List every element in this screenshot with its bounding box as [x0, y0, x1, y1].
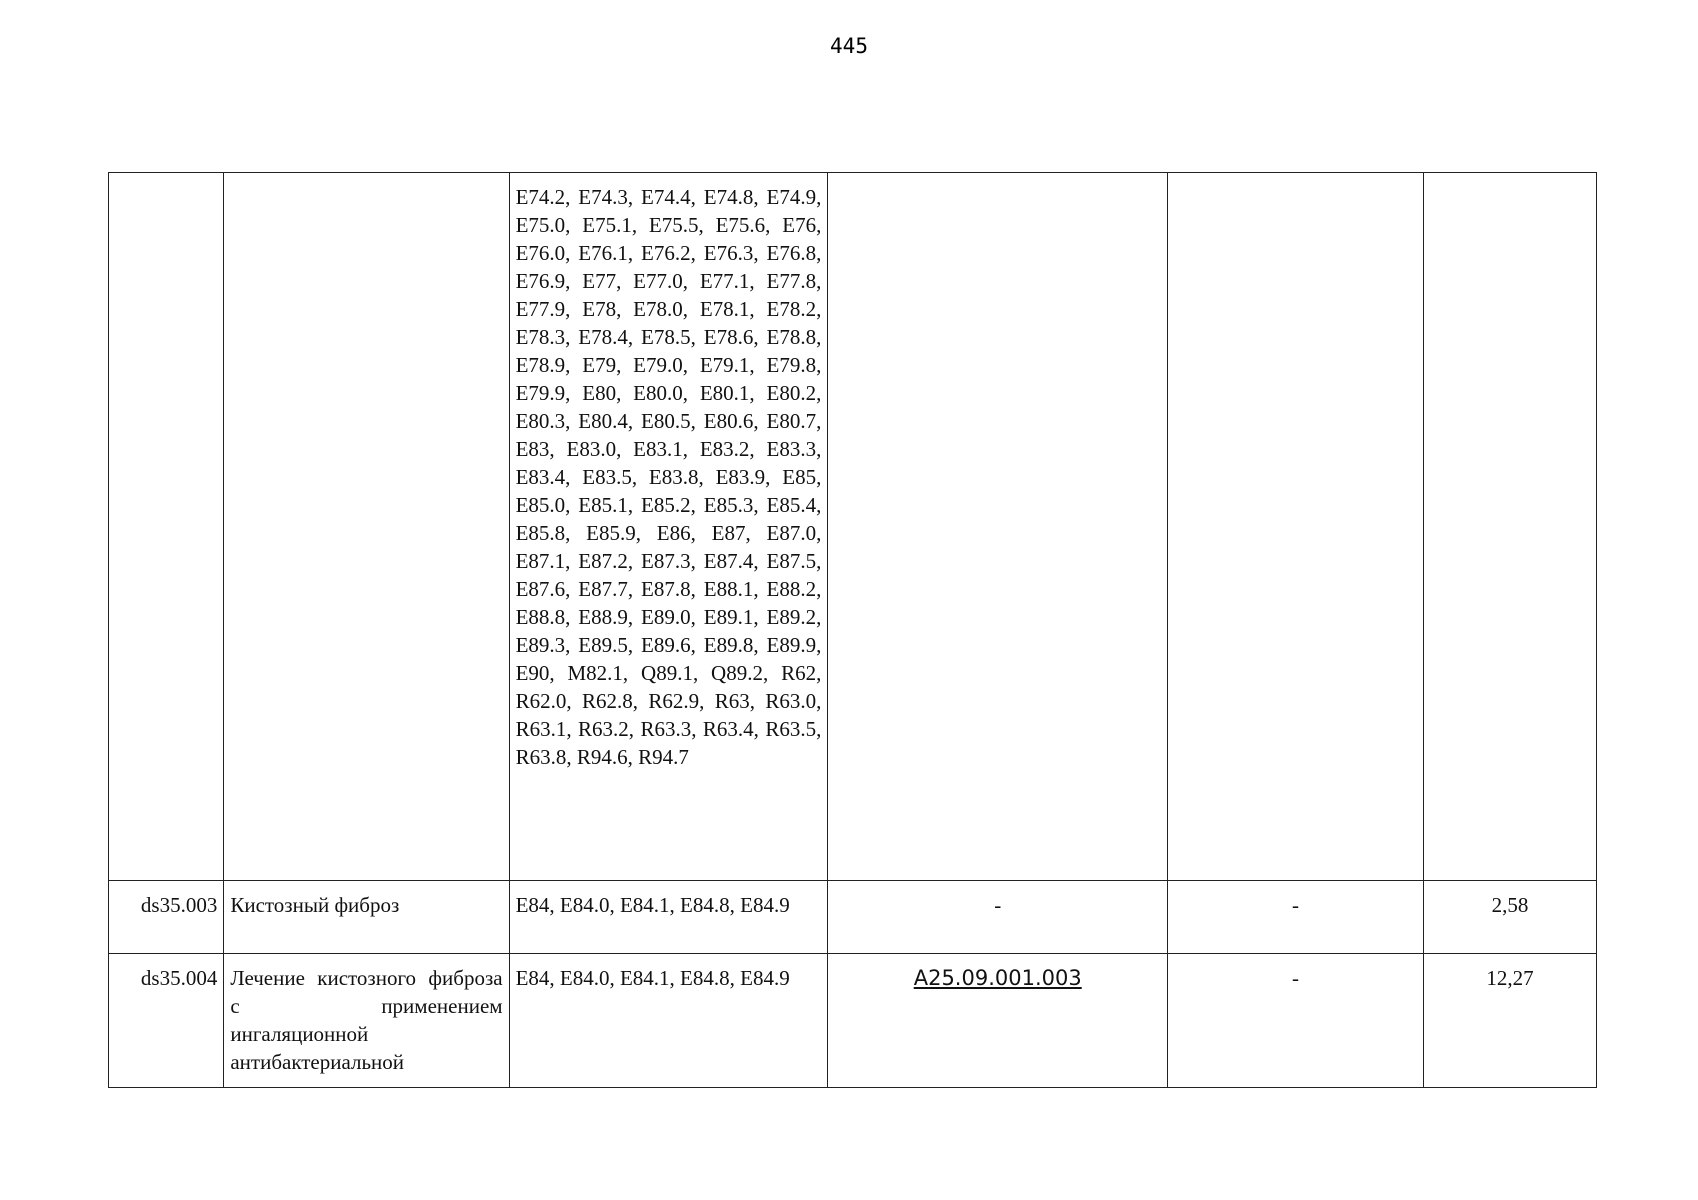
row-id-cell: ds35.003: [109, 881, 224, 954]
row-name-cell: [224, 173, 509, 881]
table-row: [109, 173, 1597, 881]
row-extra-cell: -: [1168, 881, 1424, 954]
page-number: 445: [830, 34, 868, 58]
row-coefficient-cell: 2,58: [1423, 881, 1596, 954]
row-codes-cell: E84, E84.0, E84.1, E84.8, E84.9: [509, 881, 828, 954]
row-codes-cell: E74.2, E74.3, E74.4, E74.8, E74.9, E75.0, E75.1, E75.5, E75.6, E76, E76.0, E76.1, E76.2, E76.3, E76.8, E76.9, E77, E77.0, E77.1, E77.8, E77.9, E78, E78.0, E78.1, E78.2, E78.3, E78.4, E78.5, E78.6, E78.8, E78.9, E79, E79.0, E79.1, E79.8, E79.9, E80, E80.0, E80.1, E80.2, E80.3, E80.4, E80.5, E80.6, E80.7, E83, E83.0, E83.1, E83.2, E83.3, E83.4, E83.5, E83.8, E83.9, E85, E85.0, E85.1, E85.2, E85.3, E85.4, E85.8, E85.9, E86, E87, E87.0, E87.1, E87.2, E87.3, E87.4, E87.5, E87.6, E87.7, E87.8, E88.1, E88.2, E88.8, E88.9, E89.0, E89.1, E89.2, E89.3, E89.5, E89.6, E89.8, E89.9, E90, M82.1, Q89.1, Q89.2, R62, R62.0, R62.8, R62.9, R63, R63.0, R63.1, R63.2, R63.3, R63.4, R63.5, R63.8, R94.6, R94.7: [509, 173, 828, 881]
service-code-link[interactable]: A25.09.001.003: [913, 966, 1082, 990]
row-service-cell: [828, 954, 1168, 1088]
row-extra-cell: -: [1168, 954, 1424, 1088]
row-service-cell: -: [828, 881, 1168, 954]
table-row: [109, 881, 1597, 954]
row-coefficient-cell: 12,27: [1423, 954, 1596, 1088]
tariff-table: [108, 172, 1597, 1088]
table-row: [109, 954, 1597, 1088]
row-codes-cell: E84, E84.0, E84.1, E84.8, E84.9: [509, 954, 828, 1088]
row-id-cell: [109, 173, 224, 881]
row-extra-cell: [1168, 173, 1424, 881]
row-id-cell: ds35.004: [109, 954, 224, 1088]
row-coefficient-cell: [1423, 173, 1596, 881]
row-name-cell: Кистозный фиброз: [224, 881, 509, 954]
row-name-cell: Лечение кистозного фиброза с применением ингаляционной антибактериальной: [224, 954, 509, 1088]
row-service-cell: [828, 173, 1168, 881]
